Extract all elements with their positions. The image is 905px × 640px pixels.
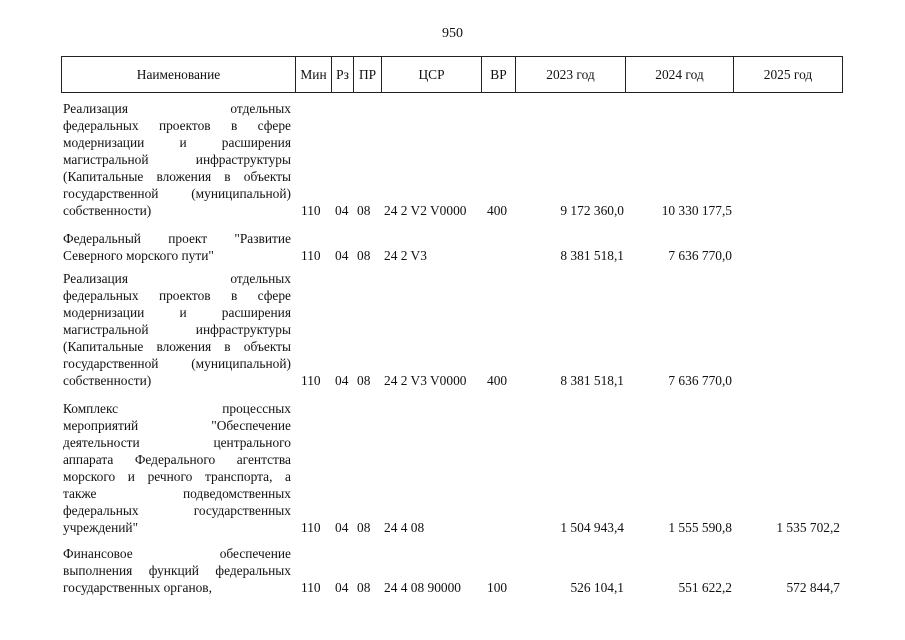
row-name-line: Реализация отдельных (63, 101, 291, 116)
cell-vr: 400 (487, 203, 508, 218)
cell-pr: 08 (357, 580, 371, 595)
row-name-line: собственности) (63, 203, 152, 218)
cell-min: 110 (301, 248, 321, 263)
cell-pr: 08 (357, 248, 371, 263)
header-vr: ВР (482, 57, 516, 92)
page-number: 950 (442, 26, 463, 41)
cell-pr: 08 (357, 203, 371, 218)
row-name-line: федеральных государственных (63, 503, 291, 518)
header-rz: Рз (332, 57, 354, 92)
header-min: Мин (296, 57, 332, 92)
cell-csr: 24 2 V2 V0000 (384, 203, 467, 218)
header-pr: ПР (354, 57, 382, 92)
row-name-line: федеральных проектов в сфере (63, 118, 291, 133)
row-name-line: Финансовое обеспечение (63, 546, 291, 561)
row-name-line: государственных органов, (63, 580, 212, 595)
row-name-line: модернизации и расширения (63, 135, 291, 150)
row-name-line: также подведомственных (63, 486, 291, 501)
row-name-line: аппарата Федерального агентства (63, 452, 291, 467)
cell-rz: 04 (335, 520, 349, 535)
cell-min: 110 (301, 203, 321, 218)
header-csr: ЦСР (382, 57, 482, 92)
row-name-line: морского и речного транспорта, а (63, 469, 291, 484)
cell-rz: 04 (335, 248, 349, 263)
cell-y2025: 572 844,7 (786, 580, 840, 595)
row-name (63, 230, 291, 264)
header-2024: 2024 год (626, 57, 734, 92)
header-2023: 2023 год (516, 57, 626, 92)
cell-y2024: 551 622,2 (678, 580, 732, 595)
row-name-line: федеральных проектов в сфере (63, 288, 291, 303)
row-name-line: магистральной инфраструктуры (63, 152, 291, 167)
cell-pr: 08 (357, 520, 371, 535)
header-2025: 2025 год (763, 67, 813, 82)
cell-y2024: 10 330 177,5 (661, 203, 732, 218)
row-name-line: учреждений" (63, 520, 139, 535)
row-name-line: Федеральный проект "Развитие (63, 231, 291, 246)
cell-y2023: 9 172 360,0 (560, 203, 624, 218)
row-name-line: Реализация отдельных (63, 271, 291, 286)
table-header (61, 56, 843, 93)
cell-min: 110 (301, 520, 321, 535)
row-name-line: выполнения функций федеральных (63, 563, 291, 578)
row-name-line: Северного морского пути" (63, 248, 214, 263)
row-name-line: мероприятий "Обеспечение (63, 418, 291, 433)
cell-min: 110 (301, 580, 321, 595)
cell-y2024: 7 636 770,0 (668, 248, 732, 263)
row-name-line: модернизации и расширения (63, 305, 291, 320)
cell-y2024: 1 555 590,8 (668, 520, 732, 535)
row-name-line: Комплекс процессных (63, 401, 291, 416)
row-name-line: магистральной инфраструктуры (63, 322, 291, 337)
cell-csr: 24 4 08 90000 (384, 580, 461, 595)
cell-vr: 100 (487, 580, 508, 595)
cell-y2023: 526 104,1 (570, 580, 624, 595)
row-name-line: (Капитальные вложения в объекты (63, 169, 291, 184)
cell-y2023: 8 381 518,1 (560, 373, 624, 388)
cell-y2024: 7 636 770,0 (668, 373, 732, 388)
cell-rz: 04 (335, 373, 349, 388)
cell-pr: 08 (357, 373, 371, 388)
cell-min: 110 (301, 373, 321, 388)
cell-y2023: 1 504 943,4 (560, 520, 624, 535)
cell-csr: 24 2 V3 V0000 (384, 373, 467, 388)
row-name-line: государственной (муниципальной) (63, 186, 291, 201)
cell-rz: 04 (335, 580, 349, 595)
header-name: Наименование (62, 57, 296, 92)
cell-vr: 400 (487, 373, 508, 388)
cell-csr: 24 4 08 (384, 520, 425, 535)
row-name-line: деятельности центрального (63, 435, 291, 450)
cell-rz: 04 (335, 203, 349, 218)
row-name (63, 100, 291, 219)
row-name (63, 545, 291, 596)
cell-y2025: 1 535 702,2 (776, 520, 840, 535)
row-name (63, 270, 291, 389)
row-name-line: (Капитальные вложения в объекты (63, 339, 291, 354)
row-name-line: государственной (муниципальной) (63, 356, 291, 371)
row-name (63, 400, 291, 536)
cell-y2023: 8 381 518,1 (560, 248, 624, 263)
cell-csr: 24 2 V3 (384, 248, 427, 263)
row-name-line: собственности) (63, 373, 152, 388)
